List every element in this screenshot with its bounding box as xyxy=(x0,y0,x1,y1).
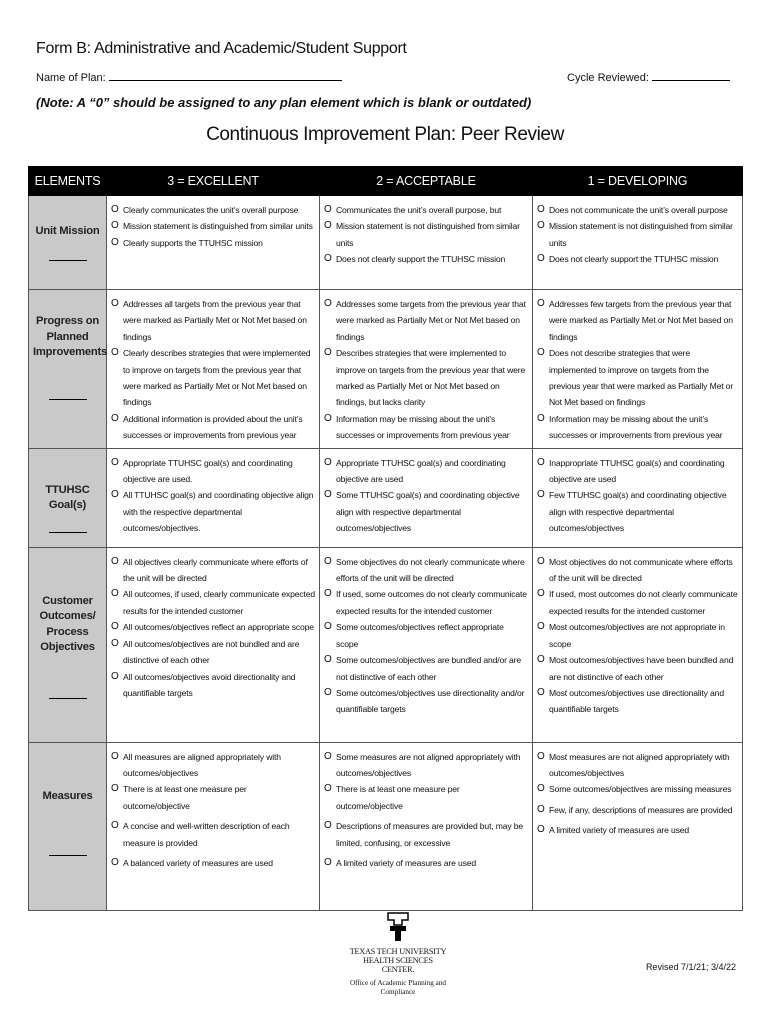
university-name: TEXAS TECH UNIVERSITY HEALTH SCIENCES CENTER. xyxy=(349,947,447,974)
circle-bullet-icon: O xyxy=(324,783,332,795)
rubric-row xyxy=(29,196,743,290)
criterion-text: Does not describe strategies that were implemented to improve on targets from the previous year that were marked as Partially Met or Not Met based on findings xyxy=(549,348,734,408)
circle-bullet-icon: O xyxy=(324,654,332,666)
circle-bullet-icon: O xyxy=(111,298,119,309)
score-field[interactable] xyxy=(49,260,87,261)
criteria-list xyxy=(111,455,315,537)
criterion-text: A limited variety of measures are used xyxy=(549,825,689,836)
plan-name-field[interactable] xyxy=(109,71,342,81)
criterion-text: All outcomes/objectives are not bundled and are distinctive of each other xyxy=(123,638,300,666)
circle-bullet-icon: O xyxy=(324,857,332,869)
circle-bullet-icon: O xyxy=(537,456,545,468)
criterion-item xyxy=(324,619,528,652)
criterion-text: There is at least one measure per outcome/objective xyxy=(336,784,460,811)
criterion-item xyxy=(111,235,315,251)
circle-bullet-icon: O xyxy=(111,637,119,649)
criterion-item xyxy=(537,487,738,536)
criterion-text: Most outcomes/objectives use directionality and quantifiable targets xyxy=(549,687,724,715)
criteria-list xyxy=(324,296,528,444)
element-label: Progress on Planned Improvements xyxy=(33,315,108,358)
criterion-text: Clearly communicates the unit’s overall purpose xyxy=(123,205,299,215)
circle-bullet-icon: O xyxy=(111,456,119,468)
criterion-item xyxy=(111,619,315,635)
circle-bullet-icon: O xyxy=(111,857,119,869)
plan-name-label: Name of Plan: xyxy=(36,72,106,84)
page-title: Continuous Improvement Plan: Peer Review xyxy=(206,124,564,145)
criterion-item xyxy=(111,345,315,411)
header-elements: ELEMENTS xyxy=(29,167,107,196)
criterion-text: All outcomes/objectives avoid directionality and quantifiable targets xyxy=(123,671,296,698)
criterion-text: Most objectives do not communicate where efforts of the unit will be directed xyxy=(549,556,733,584)
circle-bullet-icon: O xyxy=(537,783,545,795)
criterion-item xyxy=(111,781,315,814)
rubric-row xyxy=(29,547,743,742)
criterion-item xyxy=(324,781,528,814)
criteria-list xyxy=(537,749,738,839)
criterion-item xyxy=(324,749,528,782)
circle-bullet-icon: O xyxy=(537,588,545,600)
header-developing: 1 = DEVELOPING xyxy=(533,167,743,196)
cycle-reviewed-line xyxy=(567,71,730,84)
rubric-header-row xyxy=(29,167,743,196)
element-cell xyxy=(29,547,107,742)
circle-bullet-icon: O xyxy=(537,654,545,666)
criteria-list xyxy=(111,749,315,872)
circle-bullet-icon: O xyxy=(537,412,545,424)
element-label: TTUHSC Goal(s) xyxy=(45,483,90,512)
element-cell xyxy=(29,290,107,449)
criterion-item xyxy=(324,586,528,619)
circle-bullet-icon: O xyxy=(111,489,119,501)
criterion-item xyxy=(111,202,315,218)
criterion-text: Some outcomes/objectives use directionality and/or quantifiable targets xyxy=(336,687,525,715)
circle-bullet-icon: O xyxy=(111,670,119,682)
criteria-list xyxy=(324,202,528,268)
criterion-item xyxy=(111,586,315,619)
criterion-item xyxy=(111,749,315,782)
criteria-excellent xyxy=(107,196,320,290)
criterion-item xyxy=(111,411,315,444)
criterion-text: Mission statement is distinguished from similar units xyxy=(123,221,313,232)
criteria-acceptable xyxy=(320,547,533,742)
circle-bullet-icon: O xyxy=(537,253,545,265)
criteria-excellent xyxy=(107,448,320,547)
criterion-item xyxy=(324,685,528,718)
criterion-item xyxy=(537,296,738,345)
score-field[interactable] xyxy=(49,399,87,400)
criterion-item xyxy=(324,554,528,587)
circle-bullet-icon: O xyxy=(111,236,119,248)
circle-bullet-icon: O xyxy=(111,347,119,359)
criterion-item xyxy=(537,749,738,782)
criterion-text: Additional information is provided about the unit’s successes or improvements from previous year xyxy=(123,413,303,441)
criterion-text: Does not clearly support the TTUHSC mission xyxy=(336,254,506,265)
criterion-item xyxy=(537,586,738,619)
criterion-item xyxy=(324,818,528,851)
criteria-developing xyxy=(533,196,743,290)
circle-bullet-icon: O xyxy=(537,621,545,633)
criterion-text: A limited variety of measures are used xyxy=(336,858,476,869)
criteria-excellent xyxy=(107,290,320,449)
header-excellent: 3 = EXCELLENT xyxy=(107,167,320,196)
criterion-text: There is at least one measure per outcome/objective xyxy=(123,784,247,811)
criterion-item xyxy=(111,669,315,702)
criteria-list xyxy=(537,296,738,444)
circle-bullet-icon: O xyxy=(111,555,119,567)
criterion-text: Information may be missing about the unit’s successes or improvements from previous year xyxy=(336,413,510,441)
criterion-item xyxy=(537,218,738,251)
circle-bullet-icon: O xyxy=(324,220,332,232)
criterion-text: Some measures are not aligned appropriately with outcomes/objectives xyxy=(336,751,521,779)
criteria-developing xyxy=(533,290,743,449)
criterion-item xyxy=(111,636,315,669)
circle-bullet-icon: O xyxy=(537,204,545,215)
circle-bullet-icon: O xyxy=(324,621,332,633)
plan-name-line xyxy=(36,71,342,84)
criterion-item xyxy=(324,218,528,251)
circle-bullet-icon: O xyxy=(324,555,332,567)
criterion-text: Mission statement is not distinguished from similar units xyxy=(549,221,733,248)
criterion-text: Few TTUHSC goal(s) and coordinating objective align with respective departmental outcomes/objectives xyxy=(549,490,727,534)
criterion-text: Describes strategies that were implemented to improve on targets from the previous year that were marked as Partially Met or Not Met based on findings, but lacks clarity xyxy=(336,348,526,408)
criterion-text: Clearly describes strategies that were implemented to improve on targets from the previous year that were marked as Partially Met or Not Met based on findings xyxy=(123,348,311,408)
circle-bullet-icon: O xyxy=(111,204,119,215)
criterion-text: Some objectives do not clearly communicate where efforts of the unit will be directed xyxy=(336,556,525,584)
criterion-item xyxy=(111,818,315,851)
criterion-text: Addresses all targets from the previous year that were marked as Partially Met or Not Met based on findings xyxy=(123,299,307,342)
score-field[interactable] xyxy=(49,532,87,533)
element-cell xyxy=(29,196,107,290)
criterion-text: Does not communicate the unit’s overall purpose xyxy=(549,205,728,215)
criteria-list xyxy=(111,202,315,251)
circle-bullet-icon: O xyxy=(324,489,332,501)
criterion-text: Some TTUHSC goal(s) and coordinating objective align with respective departmental outcomes/objectives xyxy=(336,490,520,534)
rubric-row xyxy=(29,448,743,547)
revision-date: Revised 7/1/21; 3/4/22 xyxy=(645,962,736,972)
criterion-text: All outcomes/objectives reflect an appropriate scope xyxy=(123,622,314,633)
criterion-item xyxy=(537,619,738,652)
criterion-item xyxy=(537,554,738,587)
criterion-text: Clearly supports the TTUHSC mission xyxy=(123,237,263,248)
criterion-item xyxy=(537,411,738,444)
circle-bullet-icon: O xyxy=(111,820,119,832)
criterion-text: If used, most outcomes do not clearly communicate expected results for the intended customer xyxy=(549,589,738,616)
circle-bullet-icon: O xyxy=(537,803,545,815)
criterion-text: Does not clearly support the TTUHSC mission xyxy=(549,254,719,265)
criteria-list xyxy=(324,455,528,537)
element-cell xyxy=(29,448,107,547)
circle-bullet-icon: O xyxy=(537,298,545,309)
cycle-reviewed-label: Cycle Reviewed: xyxy=(567,72,649,84)
circle-bullet-icon: O xyxy=(111,783,119,795)
criteria-excellent xyxy=(107,547,320,742)
criteria-list xyxy=(324,554,528,718)
element-label: Customer Outcomes/ Process Objectives xyxy=(39,594,96,654)
header-acceptable: 2 = ACCEPTABLE xyxy=(320,167,533,196)
criteria-list xyxy=(537,554,738,718)
criteria-acceptable xyxy=(320,742,533,910)
criterion-item xyxy=(537,455,738,488)
element-label: Measures xyxy=(42,789,93,802)
circle-bullet-icon: O xyxy=(324,820,332,832)
criterion-item xyxy=(537,685,738,718)
circle-bullet-icon: O xyxy=(111,412,119,424)
criterion-item xyxy=(537,822,738,838)
rubric-row xyxy=(29,742,743,910)
circle-bullet-icon: O xyxy=(324,298,332,309)
criterion-item xyxy=(537,202,738,218)
criteria-list xyxy=(324,749,528,872)
circle-bullet-icon: O xyxy=(111,588,119,600)
circle-bullet-icon: O xyxy=(537,347,545,359)
criterion-text: Most measures are not aligned appropriately with outcomes/objectives xyxy=(549,751,730,779)
rubric-row xyxy=(29,290,743,449)
criterion-text: Some outcomes/objectives reflect appropriate scope xyxy=(336,622,504,649)
criteria-developing xyxy=(533,742,743,910)
circle-bullet-icon: O xyxy=(324,204,332,215)
circle-bullet-icon: O xyxy=(324,750,332,762)
score-field[interactable] xyxy=(49,855,87,856)
criteria-developing xyxy=(533,448,743,547)
element-label: Unit Mission xyxy=(35,225,100,237)
criterion-text: A balanced variety of measures are used xyxy=(123,858,273,869)
criterion-text: All objectives clearly communicate where efforts of the unit will be directed xyxy=(123,556,308,584)
criterion-text: Descriptions of measures are provided but, may be limited, confusing, or excessive xyxy=(336,821,524,848)
criterion-item xyxy=(324,855,528,871)
criteria-acceptable xyxy=(320,290,533,449)
criterion-text: Few, if any, descriptions of measures are provided xyxy=(549,804,733,815)
element-cell xyxy=(29,742,107,910)
criterion-item xyxy=(324,345,528,411)
criterion-text: Addresses few targets from the previous year that were marked as Partially Met or Not Met based on findings xyxy=(549,299,733,342)
criteria-list xyxy=(111,554,315,702)
score-field[interactable] xyxy=(49,698,87,699)
criterion-item xyxy=(111,296,315,345)
circle-bullet-icon: O xyxy=(537,750,545,762)
scoring-note: (Note: A “0” should be assigned to any plan element which is blank or outdated) xyxy=(36,95,532,110)
double-t-logo-icon xyxy=(387,912,409,942)
criterion-text: If used, some outcomes do not clearly communicate expected results for the intended customer xyxy=(336,589,527,616)
criterion-text: Appropriate TTUHSC goal(s) and coordinating objective are used. xyxy=(123,457,293,485)
criterion-item xyxy=(111,855,315,871)
circle-bullet-icon: O xyxy=(324,253,332,265)
circle-bullet-icon: O xyxy=(324,588,332,600)
circle-bullet-icon: O xyxy=(537,489,545,501)
criterion-text: Appropriate TTUHSC goal(s) and coordinating objective are used xyxy=(336,457,506,485)
circle-bullet-icon: O xyxy=(111,621,119,633)
criterion-item xyxy=(537,345,738,411)
rubric-table xyxy=(28,166,743,911)
circle-bullet-icon: O xyxy=(537,824,545,836)
criterion-text: Some outcomes/objectives are bundled and/or are not distinctive of each other xyxy=(336,655,521,682)
criterion-text: All outcomes, if used, clearly communicate expected results for the intended customer xyxy=(123,589,316,616)
criterion-item xyxy=(324,251,528,267)
criteria-acceptable xyxy=(320,196,533,290)
criterion-text: Addresses some targets from the previous year that were marked as Partially Met or Not Met based on findings xyxy=(336,299,526,342)
circle-bullet-icon: O xyxy=(537,686,545,698)
criterion-item xyxy=(324,411,528,444)
criterion-item xyxy=(537,652,738,685)
criterion-item xyxy=(537,251,738,267)
circle-bullet-icon: O xyxy=(324,456,332,468)
criterion-item xyxy=(537,802,738,818)
criterion-item xyxy=(324,296,528,345)
criteria-developing xyxy=(533,547,743,742)
criteria-excellent xyxy=(107,742,320,910)
circle-bullet-icon: O xyxy=(111,220,119,232)
criterion-item xyxy=(324,652,528,685)
criterion-item xyxy=(324,455,528,488)
criterion-item xyxy=(111,554,315,587)
criterion-text: Communicates the unit’s overall purpose, but xyxy=(336,205,502,215)
circle-bullet-icon: O xyxy=(111,750,119,762)
circle-bullet-icon: O xyxy=(324,347,332,359)
criterion-text: Some outcomes/objectives are missing measures xyxy=(549,784,732,795)
circle-bullet-icon: O xyxy=(537,555,545,567)
criterion-item xyxy=(324,202,528,218)
criterion-text: Information may be missing about the unit’s successes or improvements from previous year xyxy=(549,413,723,441)
office-name: Office of Academic Planning and Compliance xyxy=(349,979,447,996)
criterion-text: Mission statement is not distinguished from similar units xyxy=(336,221,520,248)
criteria-list xyxy=(537,202,738,268)
criterion-text: Inappropriate TTUHSC goal(s) and coordinating objective are used xyxy=(549,457,725,485)
criteria-acceptable xyxy=(320,448,533,547)
criterion-item xyxy=(537,781,738,797)
criterion-item xyxy=(111,218,315,234)
criterion-item xyxy=(324,487,528,536)
cycle-reviewed-field[interactable] xyxy=(652,71,730,81)
criterion-text: Most outcomes/objectives have been bundled and are not distinctive of each other xyxy=(549,655,734,682)
criterion-text: All measures are aligned appropriately with outcomes/objectives xyxy=(123,751,281,779)
criterion-text: Most outcomes/objectives are not appropriate in scope xyxy=(549,622,725,649)
circle-bullet-icon: O xyxy=(537,220,545,232)
criterion-item xyxy=(111,455,315,488)
circle-bullet-icon: O xyxy=(324,686,332,698)
criteria-list xyxy=(537,455,738,537)
criterion-text: All TTUHSC goal(s) and coordinating objective align with the respective departmental outcomes/objectives. xyxy=(123,490,314,534)
form-title: Form B: Administrative and Academic/Student Support xyxy=(36,40,407,57)
circle-bullet-icon: O xyxy=(324,412,332,424)
ttuhsc-logo xyxy=(348,912,448,997)
criterion-text: A concise and well-written description of each measure is provided xyxy=(123,821,290,848)
criterion-item xyxy=(111,487,315,536)
criteria-list xyxy=(111,296,315,444)
